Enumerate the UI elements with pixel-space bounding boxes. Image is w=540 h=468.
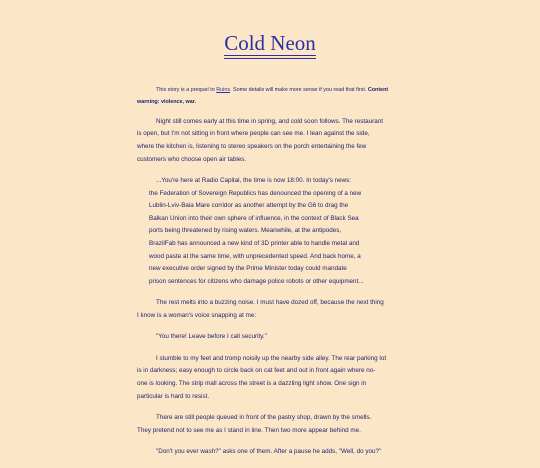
paragraph-3 <box>137 331 405 344</box>
ruins-link[interactable]: Ruins <box>216 87 231 93</box>
content-warning-label: Content <box>367 87 389 93</box>
paragraph-1 <box>137 116 405 166</box>
story-title-text: Cold Neon <box>224 31 316 55</box>
paragraph-4 <box>137 353 405 403</box>
paragraph-line: "Don't you ever wash?" asks one of them. After a pause he adds, "Well, do you?" <box>156 448 382 456</box>
paragraph-line: I stumble to my feet and tromp noisily up the nearby side alley. The rear parking lot <box>156 354 387 362</box>
quote-line: ...You're here at Radio Capital, the time is now 18:00. In today's news: <box>156 177 352 185</box>
quote-line: prison sentences for citizens who damage police robots or other equipment... <box>149 277 364 285</box>
paragraph-line: They pretend not to see me as I stand in line. Then two more appear behind me. <box>137 426 361 434</box>
story-content <box>137 84 405 468</box>
quote-line: BrazilFab has announced a new kind of 3D printer able to handle metal and <box>149 240 360 248</box>
paragraph-line: particular is hard to resist. <box>137 392 210 400</box>
quote-line: Lublin-Lviv-Baia Mare corridor as another attempt by the G6 to drag the <box>149 202 349 210</box>
intro-text-after: . Some details will make more sense if you read that first. <box>230 87 368 93</box>
intro-text: This story is a prequel to <box>156 87 217 93</box>
paragraph-line: is open, but I'm not sitting in front where people can see me. I lean against the side, <box>137 130 370 138</box>
quote-line: the Federation of Sovereign Republics has denounced the opening of a new <box>149 189 362 197</box>
intro-note <box>137 84 405 109</box>
quote-line: ports being threatened by rising waters. Meanwhile, at the antipodes, <box>149 227 342 235</box>
paragraph-line: There are still people queued in front of the pastry shop, drawn by the smells. <box>156 414 372 422</box>
story-title <box>0 31 540 55</box>
paragraph-line: "You there! Leave before I call security." <box>156 333 267 341</box>
paragraph-6 <box>137 446 405 459</box>
paragraph-line: one is looking. The strip mall across the street is a dazzling light show. One sign in <box>137 380 367 388</box>
paragraph-line: I know is a woman's voice snapping at me: <box>137 311 257 319</box>
content-warning-text: warning: violence, war. <box>137 99 197 106</box>
paragraph-line: The rest melts into a buzzing noise. I must have dozed off, because the next thing <box>156 299 384 307</box>
paragraph-line: Night still comes early at this time in spring, and cold soon follows. The restaurant <box>156 117 384 125</box>
quote-line: new executive order signed by the Prime Minister today could mandate <box>149 265 347 273</box>
quote-line: Balkan Union into their own sphere of influence, in the context of Black Sea <box>149 214 359 222</box>
paragraph-5 <box>137 412 405 437</box>
paragraph-2 <box>137 297 405 322</box>
paragraph-line: customers who choose open air tables. <box>137 155 247 163</box>
paragraph-line: is in darkness; easy enough to circle back on cat feet and out in front again where no- <box>137 367 376 375</box>
paragraph-line: where the kitchen is, listening to stereo speakers on the porch entertaining the few <box>137 143 367 150</box>
radio-broadcast-quote <box>149 175 405 288</box>
quote-line: wood paste at the same time, with unprecedented speed. And back home, a <box>149 252 361 260</box>
